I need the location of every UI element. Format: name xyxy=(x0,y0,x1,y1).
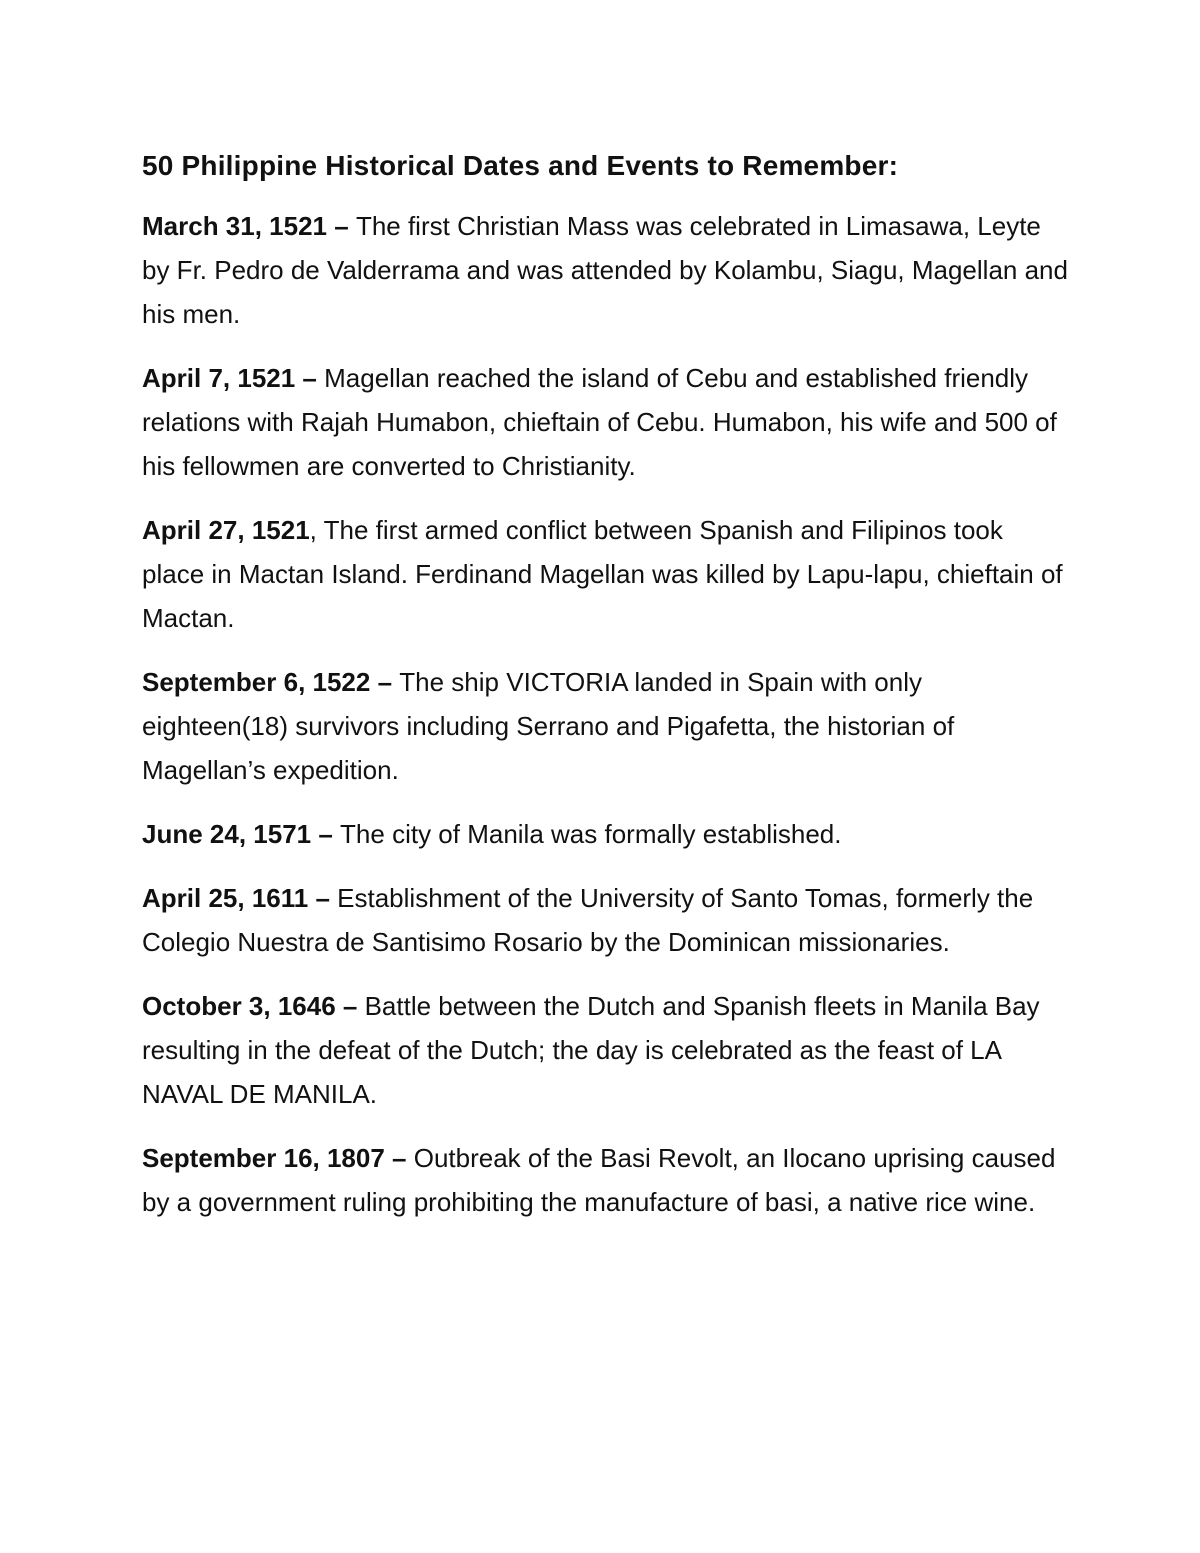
list-item xyxy=(142,508,1072,640)
list-item xyxy=(142,204,1072,336)
entry-text: Magellan reached the island of Cebu and established friendly relations with Rajah Humabon, chieftain of Cebu. Humabon, his wife and 500 of his fellowmen are converted to Christianity. xyxy=(142,363,1057,481)
entry-date: October 3, 1646 xyxy=(142,991,336,1021)
entry-separator: – xyxy=(370,667,400,697)
entry-text: Outbreak of the Basi Revolt, an Ilocano uprising caused by a government ruling prohibiting the manufacture of basi, a native rice wine. xyxy=(142,1143,1056,1217)
list-item xyxy=(142,984,1072,1116)
entry-separator: – xyxy=(295,363,325,393)
list-item xyxy=(142,660,1072,792)
entry-date: June 24, 1571 xyxy=(142,819,312,849)
entry-date: April 27, 1521 xyxy=(142,515,310,545)
entry-separator: , xyxy=(309,515,324,545)
list-item xyxy=(142,876,1072,964)
entry-text: The first armed conflict between Spanish and Filipinos took place in Mactan Island. Ferdinand Magellan was killed by Lapu-lapu, chieftain of Mactan. xyxy=(142,515,1063,633)
entry-date: September 16, 1807 xyxy=(142,1143,385,1173)
list-item xyxy=(142,812,1072,856)
list-item xyxy=(142,1136,1072,1224)
entry-text: Establishment of the University of Santo Tomas, formerly the Colegio Nuestra de Santisimo Rosario by the Dominican missionaries. xyxy=(142,883,1034,957)
entry-date: September 6, 1522 xyxy=(142,667,371,697)
entry-text: The ship VICTORIA landed in Spain with only eighteen(18) survivors including Serrano and Pigafetta, the historian of Magellan’s expedition. xyxy=(142,667,955,785)
entry-text: The city of Manila was formally established. xyxy=(340,819,842,849)
entry-separator: – xyxy=(308,883,338,913)
entry-separator: – xyxy=(327,211,356,241)
entry-date: March 31, 1521 xyxy=(142,211,328,241)
entry-text: The first Christian Mass was celebrated in Limasawa, Leyte by Fr. Pedro de Valderrama and was attended by Kolambu, Siagu, Magellan and his men. xyxy=(142,211,1068,329)
entry-separator: – xyxy=(311,819,341,849)
entry-date: April 25, 1611 xyxy=(142,883,309,913)
list-item xyxy=(142,356,1072,488)
document-page xyxy=(142,146,1072,1244)
entry-text: Battle between the Dutch and Spanish fleets in Manila Bay resulting in the defeat of the Dutch; the day is celebrated as the feast of LA NAVAL DE MANILA. xyxy=(142,991,1040,1109)
entry-date: April 7, 1521 xyxy=(142,363,296,393)
entry-separator: – xyxy=(384,1143,414,1173)
document-title: 50 Philippine Historical Dates and Events to Remember: xyxy=(142,150,899,181)
entry-separator: – xyxy=(335,991,365,1021)
